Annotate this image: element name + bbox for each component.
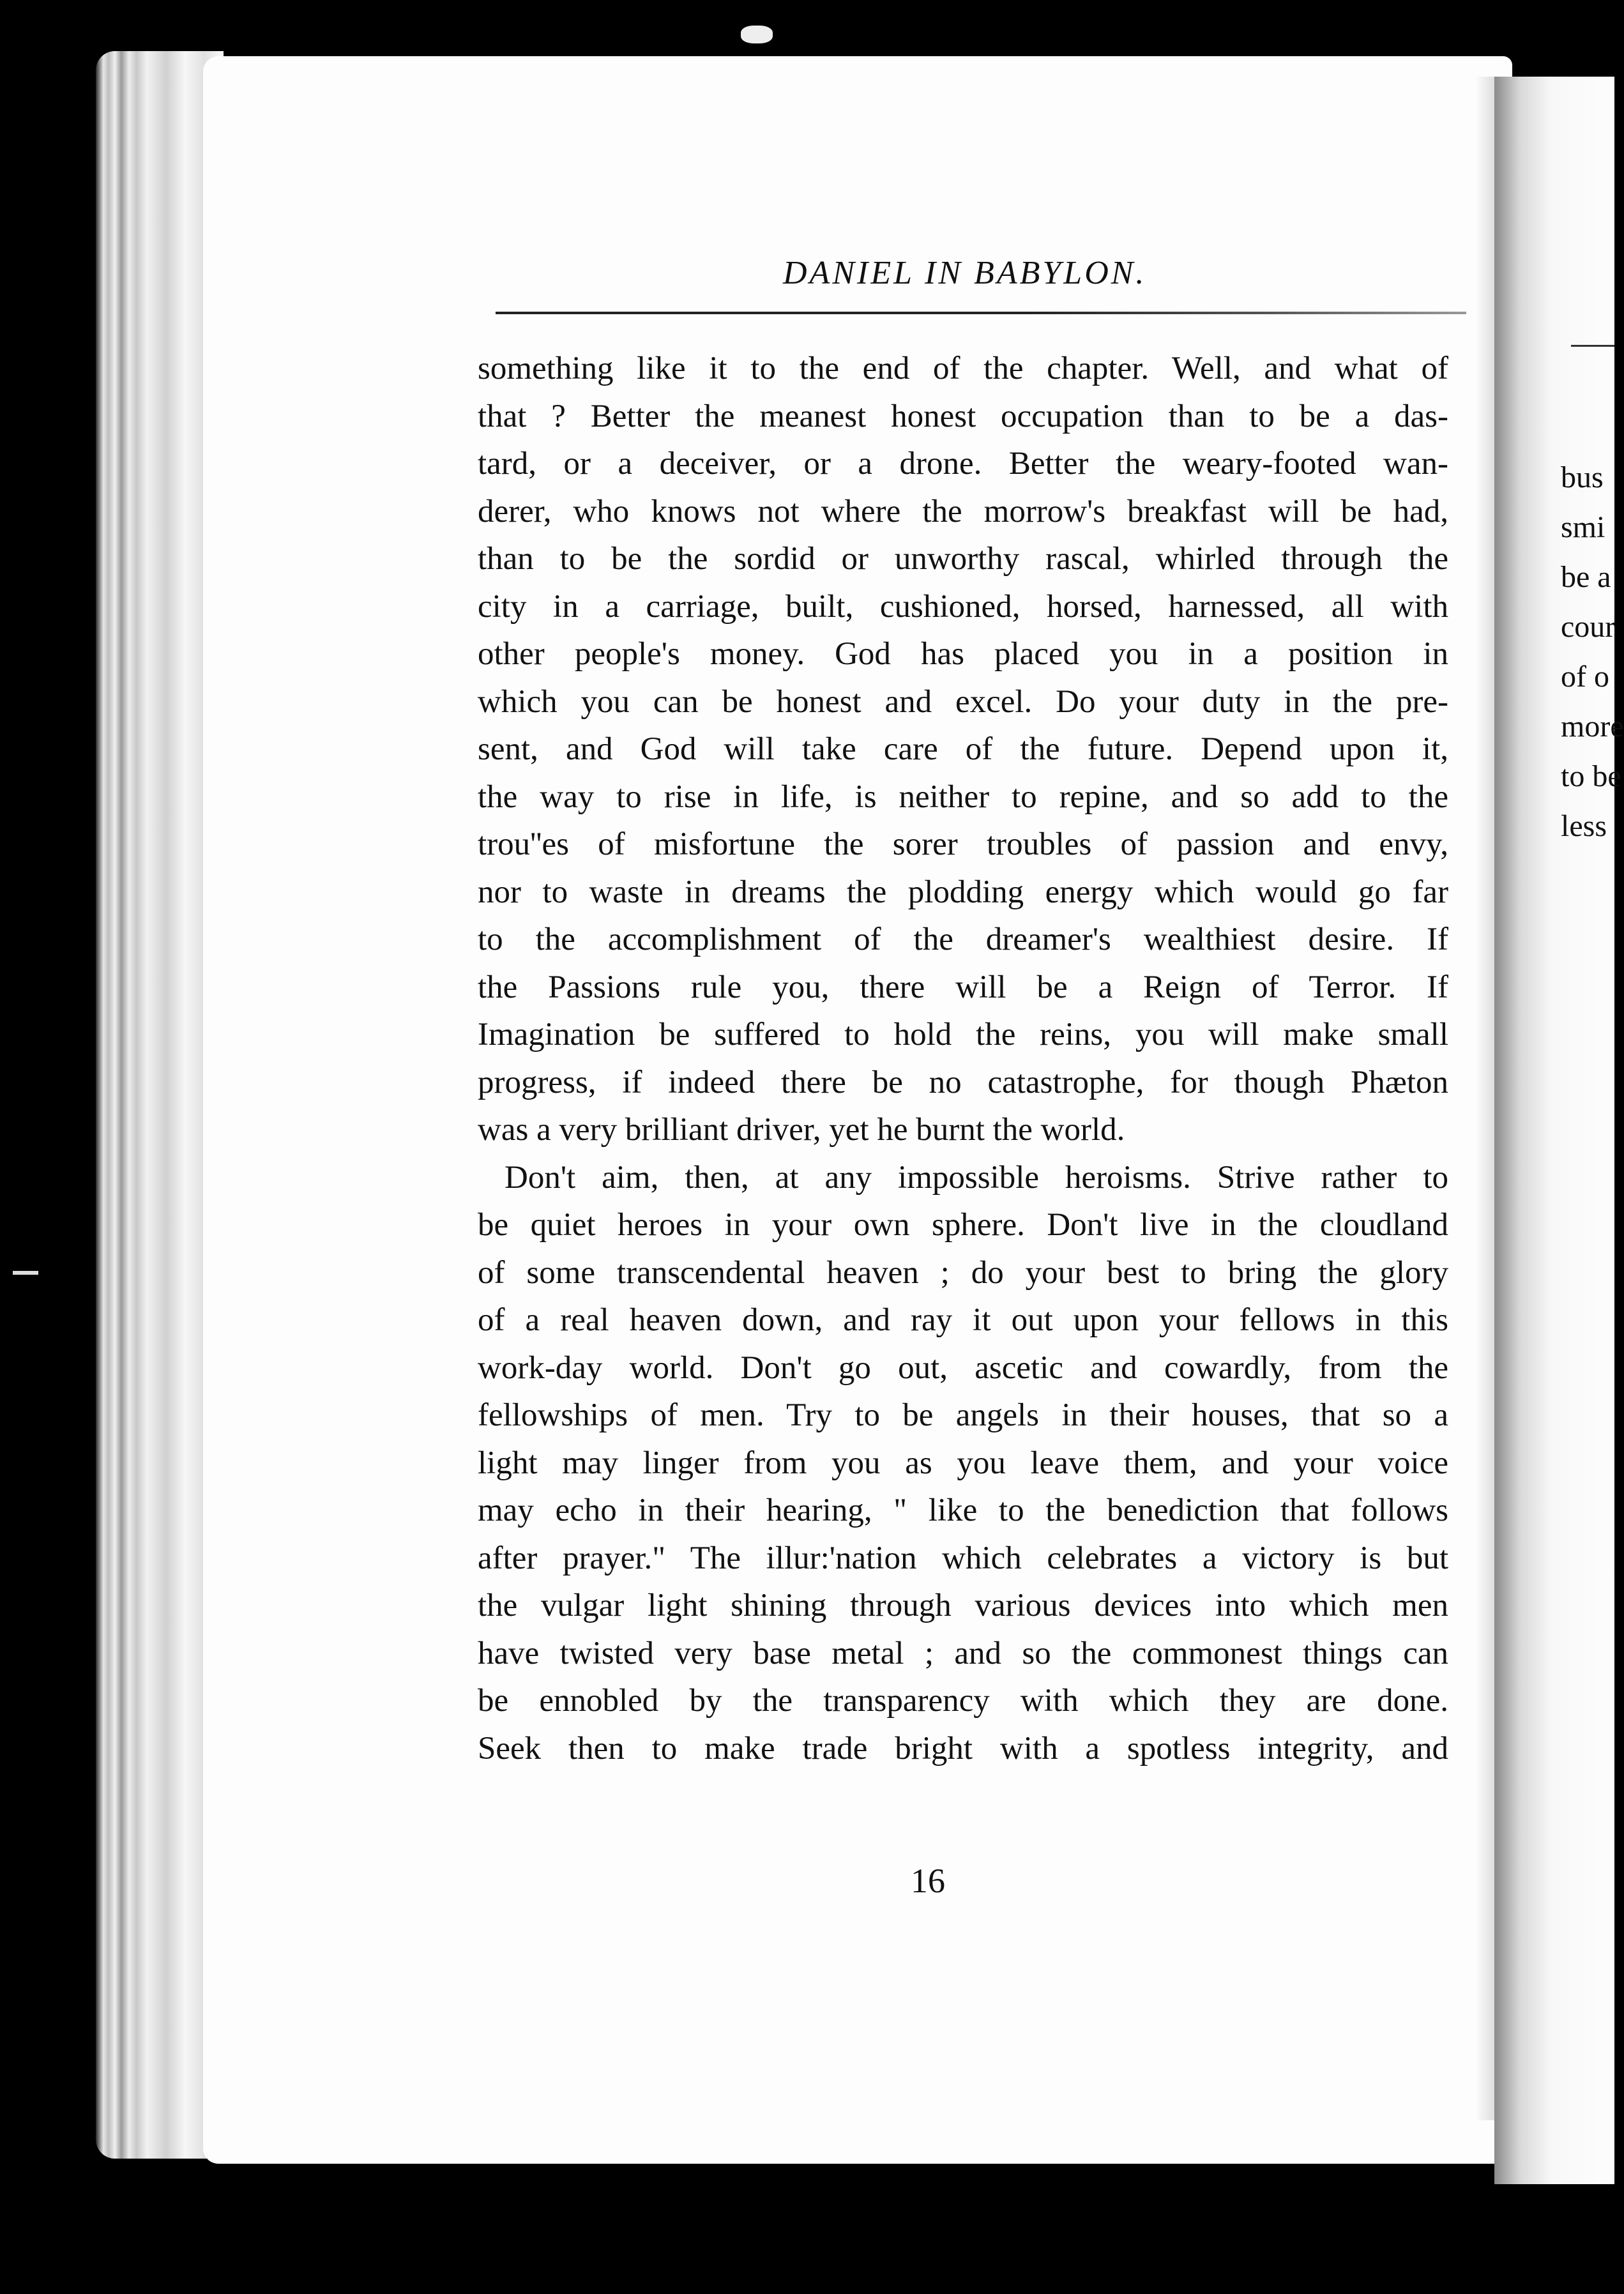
adjacent-line: to be bbox=[1561, 759, 1621, 793]
text-line: be quiet heroes in your own sphere. Don't live in the cloudland bbox=[478, 1207, 1448, 1243]
adjacent-line: more bbox=[1561, 710, 1624, 743]
text-line: city in a carriage, built, cushioned, horsed, harnessed, all with bbox=[478, 588, 1448, 625]
head-rule bbox=[496, 312, 1466, 314]
text-line: tard, or a deceiver, or a drone. Better the weary-footed wan- bbox=[478, 446, 1448, 482]
text-line: fellowships of men. Try to be angels in their houses, that so a bbox=[478, 1397, 1448, 1433]
text-line: the Passions rule you, there will be a Reign of Terror. If bbox=[478, 969, 1448, 1005]
text-line: that ? Better the meanest honest occupation than to be a das- bbox=[478, 398, 1448, 434]
text-line: other people's money. God has placed you in a position in bbox=[478, 636, 1448, 672]
text-line: Don't aim, then, at any impossible heroisms. Strive rather to bbox=[505, 1159, 1448, 1196]
text-line: sent, and God will take care of the future. Depend upon it, bbox=[478, 731, 1448, 767]
text-line: was a very brilliant driver, yet he burnt the world. bbox=[478, 1112, 1125, 1148]
text-line: nor to waste in dreams the plodding energy which would go far bbox=[478, 874, 1448, 910]
running-head: DANIEL IN BABYLON. bbox=[783, 255, 1147, 291]
adjacent-line: be a bbox=[1561, 560, 1611, 594]
text-line: the way to rise in life, is neither to repine, and so add to the bbox=[478, 779, 1448, 815]
adjacent-line: cour bbox=[1561, 610, 1616, 644]
adjacent-page-fragment bbox=[1494, 77, 1624, 2184]
text-line: be ennobled by the transparency with which they are done. bbox=[478, 1683, 1448, 1719]
scan-speck bbox=[741, 26, 773, 43]
adjacent-page-rule bbox=[1571, 345, 1614, 347]
text-line: progress, if indeed there be no catastrophe, for though Phæton bbox=[478, 1064, 1448, 1100]
scan-speck bbox=[13, 1271, 38, 1275]
page-number: 16 bbox=[911, 1862, 945, 1900]
text-line: light may linger from you as you leave them, and your voice bbox=[478, 1445, 1448, 1481]
text-line: Imagination be suffered to hold the reins, you will make small bbox=[478, 1017, 1448, 1052]
text-line: after prayer." The illur:'nation which celebrates a victory is but bbox=[478, 1540, 1448, 1576]
text-line: have twisted very base metal ; and so the commonest things can bbox=[478, 1635, 1448, 1671]
text-line: work-day world. Don't go out, ascetic and cowardly, from the bbox=[478, 1349, 1448, 1386]
text-line: to the accomplishment of the dreamer's wealthiest desire. If bbox=[478, 922, 1448, 957]
adjacent-line: of o bbox=[1561, 660, 1609, 694]
adjacent-line: bus bbox=[1561, 460, 1604, 494]
text-line: than to be the sordid or unworthy rascal, whirled through the bbox=[478, 541, 1448, 577]
adjacent-line: less bbox=[1561, 809, 1607, 843]
body-text bbox=[478, 345, 1448, 1772]
text-line: may echo in their hearing, " like to the benediction that follows bbox=[478, 1493, 1448, 1528]
text-line: the vulgar light shining through various devices into which men bbox=[478, 1588, 1448, 1623]
text-line: Seek then to make trade bright with a spotless integrity, and bbox=[478, 1730, 1448, 1766]
text-line: trou''es of misfortune the sorer troubles of passion and envy, bbox=[478, 826, 1448, 862]
text-line: which you can be honest and excel. Do your duty in the pre- bbox=[478, 683, 1448, 720]
adjacent-line: smi bbox=[1561, 510, 1605, 544]
text-line: something like it to the end of the chapter. Well, and what of bbox=[478, 351, 1448, 386]
text-line: of some transcendental heaven ; do your best to bring the glory bbox=[478, 1254, 1448, 1291]
text-line: of a real heaven down, and ray it out upon your fellows in this bbox=[478, 1302, 1448, 1338]
text-line: derer, who knows not where the morrow's breakfast will be had, bbox=[478, 493, 1448, 529]
